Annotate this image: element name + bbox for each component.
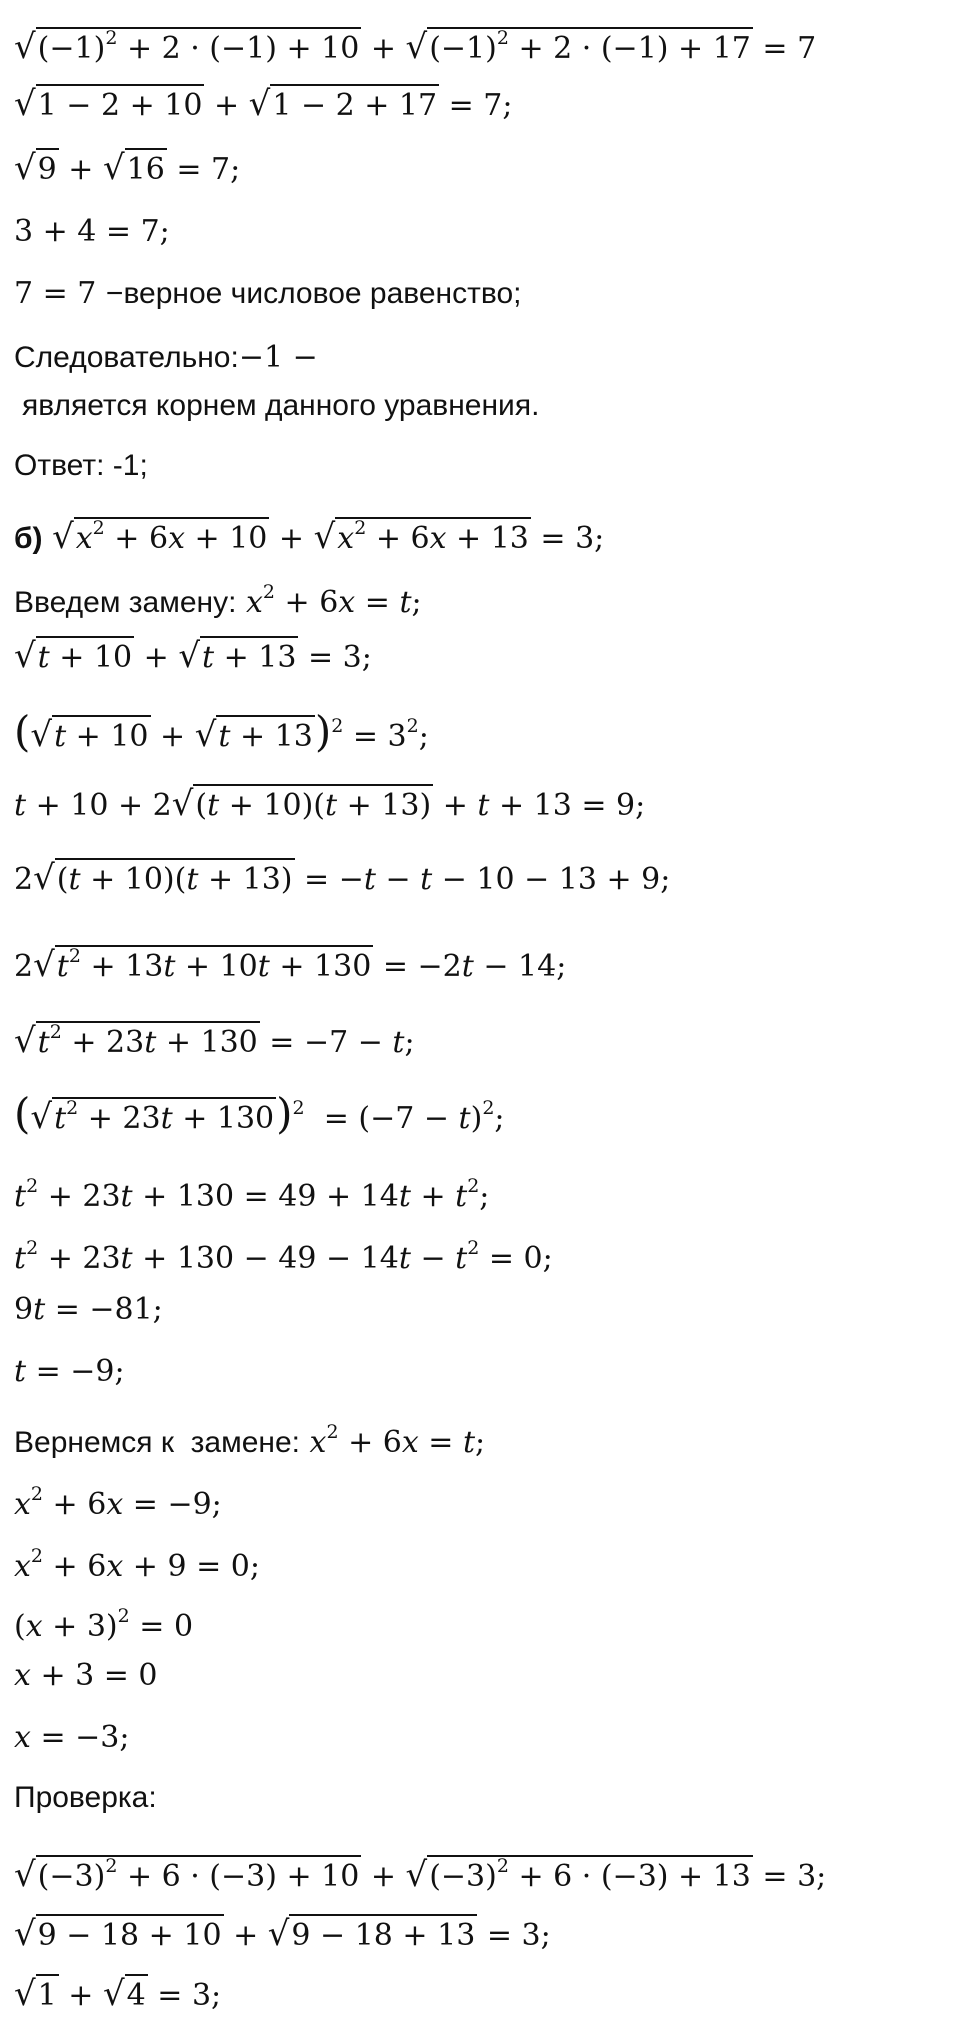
return-substitution-line: Вернемся к замене: $x^2 + 6x = t$; bbox=[14, 1421, 486, 1460]
equation-line-t11: t = −9; bbox=[14, 1354, 125, 1389]
equation-line-t4: 2√(t + 10)(t + 13) = −t − t − 10 − 13 + 9; bbox=[14, 858, 671, 898]
equation-line-t5: $2√t^2 + 13t + 10t + 130 = -2t - 14$; bbox=[14, 945, 567, 985]
equation-line-t10: 9t = −81; bbox=[14, 1292, 163, 1327]
equation-line-t6: $√t^2 + 23t + 130 = -7 - t$; bbox=[14, 1021, 415, 1061]
part-b-equation: б) $√x^2 + 6x + 10 + √x^2 + 6x + 13 = 3$; bbox=[14, 517, 605, 557]
equation-line-x2: $x^2 + 6x + 9 = 0$; bbox=[14, 1545, 260, 1584]
check-line-2: √9 − 18 + 10 + √9 − 18 + 13 = 3; bbox=[14, 1914, 551, 1954]
conclusion-line-1: Следовательно:−1 − bbox=[14, 340, 318, 375]
equation-line-x1: $x^2 + 6x = -9$; bbox=[14, 1483, 222, 1522]
equation-line-5: 7 = 7 −верное числовое равенство; bbox=[14, 276, 522, 311]
check-heading: Проверка: bbox=[14, 1781, 157, 1814]
equation-line-x4: x + 3 = 0 bbox=[14, 1658, 158, 1693]
conclusion-line-2: является корнем данного уравнения. bbox=[22, 389, 540, 422]
equation-line-x3: $(x + 3)^2 = 0$ bbox=[14, 1605, 194, 1644]
check-line-3: √1 + √4 = 3; bbox=[14, 1974, 222, 2014]
equation-line-t1: √t + 10 + √t + 13 = 3; bbox=[14, 636, 372, 676]
equation-line-t2: $(√t + 10 + √t + 13)^2 = 3^2$; bbox=[14, 707, 429, 756]
answer-line: Ответ: -1; bbox=[14, 449, 148, 482]
equation-line-t7: $(√t^2 + 23t + 130)^2 = (-7 - t)^2$; bbox=[14, 1089, 505, 1138]
equation-line-t8: $t^2 + 23t + 130 = 49 + 14t + t^2$; bbox=[14, 1175, 490, 1214]
equation-line-2: √1 − 2 + 10 + √1 − 2 + 17 = 7; bbox=[14, 84, 513, 124]
equation-line-t9: $t^2 + 23t + 130 - 49 - 14t - t^2 = 0$; bbox=[14, 1237, 553, 1276]
equation-line-1: $√(-1)^2 + 2 \cdot (-1) + 10 + √(-1)^2 + 2 \cdot (-1) + 17 = 7$ bbox=[14, 27, 817, 67]
equation-line-t3: t + 10 + 2√(t + 10)(t + 13) + t + 13 = 9; bbox=[14, 784, 646, 824]
equation-line-x5: x = −3; bbox=[14, 1720, 130, 1755]
equation-line-4: 3 + 4 = 7; bbox=[14, 214, 170, 249]
check-line-1: $√(-3)^2 + 6 \cdot (-3) + 10 + √(-3)^2 + 6 \cdot (-3) + 13 = 3$; bbox=[14, 1855, 827, 1895]
substitution-line: Введем замену: $x^2 + 6x = t$; bbox=[14, 581, 422, 620]
equation-line-3: √9 + √16 = 7; bbox=[14, 148, 241, 188]
